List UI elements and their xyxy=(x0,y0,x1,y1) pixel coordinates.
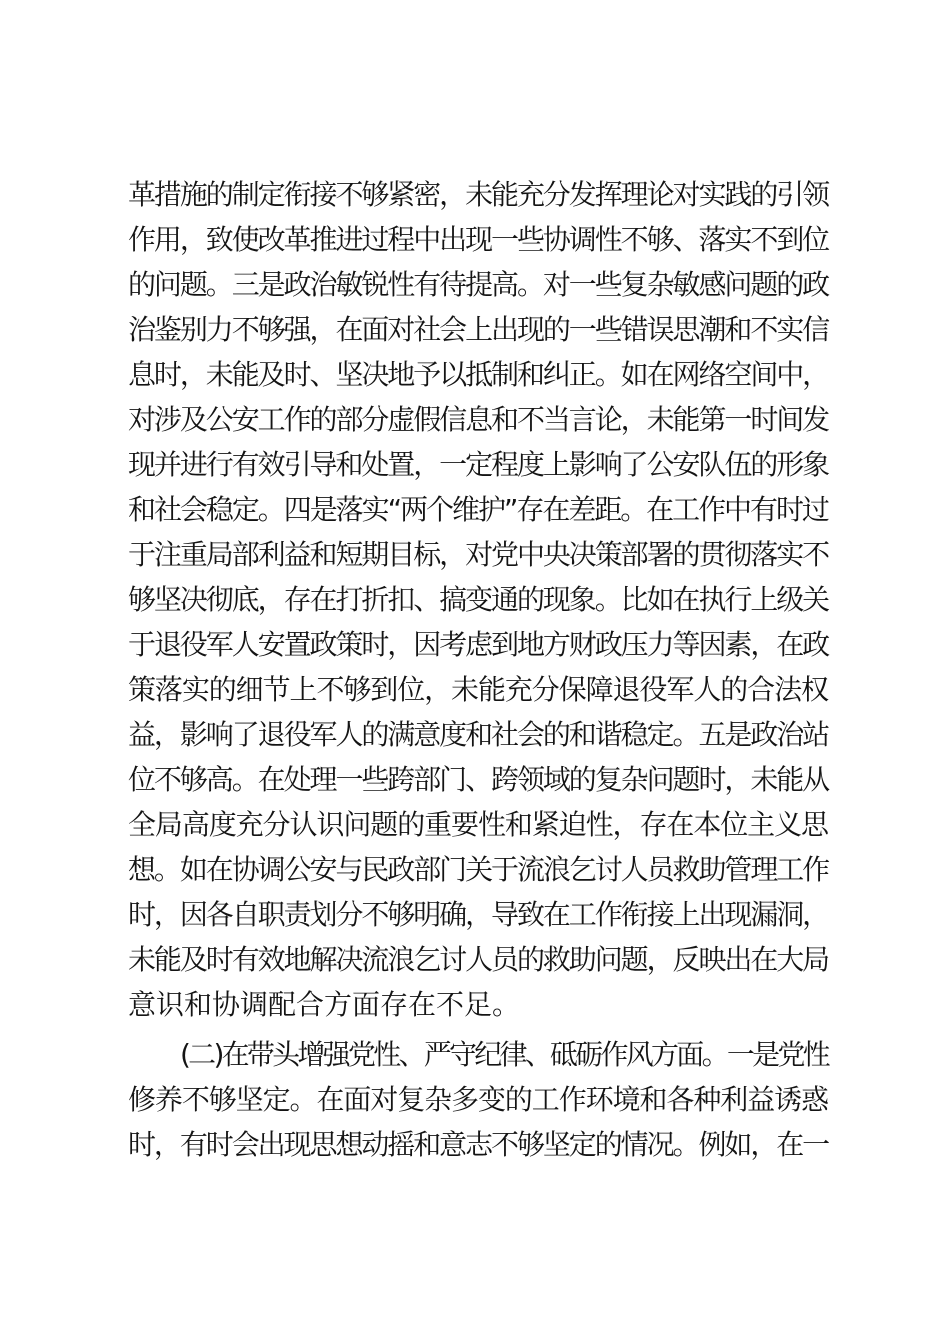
paragraph-1 xyxy=(128,172,828,1027)
text-line: 和社会稳定。四是落实“两个维护”存在差距。在工作中有时过 xyxy=(128,493,828,526)
text-line: 未能及时有效地解决流浪乞讨人员的救助问题，反映出在大局 xyxy=(128,943,829,976)
text-line: 的问题。三是政治敏锐性有待提高。对一些复杂敏感问题的政 xyxy=(128,268,829,301)
text-line: 作用，致使改革推进过程中出现一些协调性不够、落实不到位 xyxy=(128,223,829,256)
text-line: 修养不够坚定。在面对复杂多变的工作环境和各种利益诱惑 xyxy=(128,1083,828,1116)
text-line: 够坚决彻底，存在打折扣、搞变通的现象。比如在执行上级关 xyxy=(128,583,829,616)
text-line: 益，影响了退役军人的满意度和社会的和谐稳定。五是政治站 xyxy=(128,718,829,751)
text-line: (二)在带头增强党性、严守纪律、砥砺作风方面。一是党性 xyxy=(180,1038,828,1071)
text-line: 想。如在协调公安与民政部门关于流浪乞讨人员救助管理工作 xyxy=(128,853,829,886)
text-line: 对涉及公安工作的部分虚假信息和不当言论，未能第一时间发 xyxy=(128,403,829,436)
text-line: 时，有时会出现思想动摇和意志不够坚定的情况。例如，在一 xyxy=(128,1128,829,1161)
text-line: 于退役军人安置政策时，因考虑到地方财政压力等因素，在政 xyxy=(128,628,829,661)
text-line: 策落实的细节上不够到位，未能充分保障退役军人的合法权 xyxy=(128,673,828,706)
body-text xyxy=(128,172,828,1167)
text-line: 治鉴别力不够强，在面对社会上出现的一些错误思潮和不实信 xyxy=(128,313,829,346)
text-line: 时，因各自职责划分不够明确，导致在工作衔接上出现漏洞， xyxy=(128,898,829,931)
paragraph-2 xyxy=(128,1032,828,1167)
text-line: 位不够高。在处理一些跨部门、跨领域的复杂问题时，未能从 xyxy=(128,763,829,796)
text-line: 意识和协调配合方面存在不足。 xyxy=(128,988,521,1021)
text-line: 全局高度充分认识问题的重要性和紧迫性，存在本位主义思 xyxy=(128,808,828,841)
text-line: 现并进行有效引导和处置，一定程度上影响了公安队伍的形象 xyxy=(128,448,829,481)
text-line: 于注重局部利益和短期目标，对党中央决策部署的贯彻落实不 xyxy=(128,538,829,571)
text-line: 革措施的制定衔接不够紧密，未能充分发挥理论对实践的引领 xyxy=(128,178,829,211)
text-line: 息时，未能及时、坚决地予以抵制和纠正。如在网络空间中， xyxy=(128,358,829,391)
